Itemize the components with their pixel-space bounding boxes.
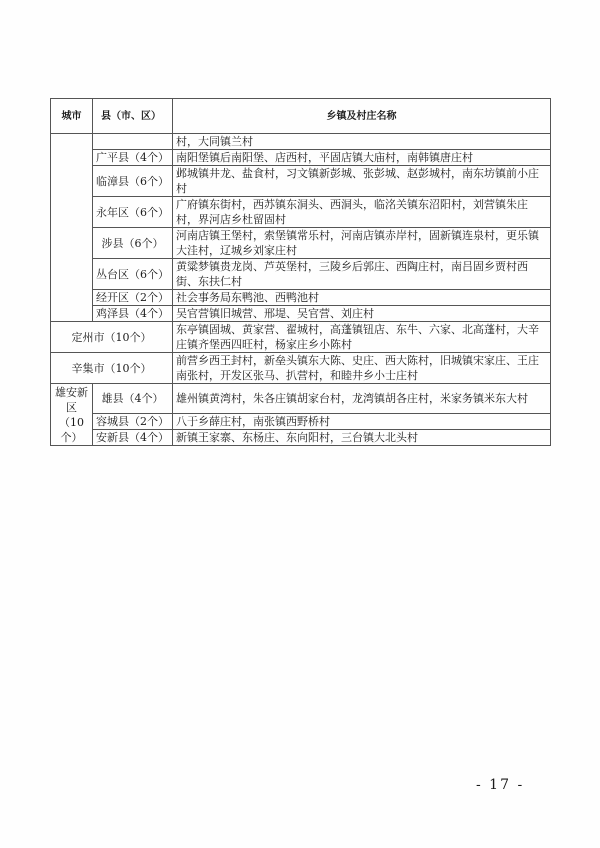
villages-cell: 广府镇东街村，西苏镇东洞头、西洞头，临洺关镇东沼阳村，刘营镇朱庄村，界河店乡杜留固村 (173, 197, 551, 228)
city-cell-xiongan: 雄安新区（10个） (51, 384, 93, 446)
villages-cell: 黄粱梦镇贵龙岗、芦英堡村，三陵乡后郭庄、西陶庄村，南吕固乡贾村西街、东扶仁村 (173, 259, 551, 290)
villages-cell: 社会事务局东鸭池、西鸭池村 (173, 290, 551, 306)
table-row (51, 228, 551, 259)
table-row (51, 306, 551, 322)
county-cell: 临漳县（6个） (93, 166, 173, 197)
table-row (51, 430, 551, 446)
table-row (51, 259, 551, 290)
villages-cell: 八于乡薛庄村，南张镇西野桥村 (173, 414, 551, 430)
city-cell-continued (51, 134, 93, 322)
county-cell: 容城县（2个） (93, 414, 173, 430)
table-row (51, 414, 551, 430)
villages-cell: 新镇王家寨、东杨庄、东向阳村，三台镇大北头村 (173, 430, 551, 446)
county-cell: 永年区（6个） (93, 197, 173, 228)
villages-cell: 南阳堡镇后南阳堡、店西村，平固店镇大庙村，南韩镇唐庄村 (173, 150, 551, 166)
page-number: - 17 - (476, 777, 525, 793)
header-villages: 乡镇及村庄名称 (173, 99, 551, 134)
county-cell: 安新县（4个） (93, 430, 173, 446)
villages-cell: 吴官营镇旧城营、邢堤、吴官营、刘庄村 (173, 306, 551, 322)
table-row-xinji (51, 353, 551, 384)
villages-cell: 邺城镇井龙、盐食村，习文镇新彭城、张彭城、赵彭城村，南东坊镇前小庄村 (173, 166, 551, 197)
table-row-dingzhou (51, 322, 551, 353)
table-row (51, 166, 551, 197)
header-county: 县（市、区） (93, 99, 173, 134)
county-cell: 鸡泽县（4个） (93, 306, 173, 322)
table-header-row (51, 99, 551, 134)
county-cell: 雄县（4个） (93, 384, 173, 414)
villages-cell: 河南店镇王堡村，索堡镇常乐村，河南店镇赤岸村，固新镇连泉村，更乐镇大洼村，辽城乡刘家庄村 (173, 228, 551, 259)
county-cell: 广平县（4个） (93, 150, 173, 166)
header-city: 城市 (51, 99, 93, 134)
villages-cell: 前营乡西王封村，新垒头镇东大陈、史庄、西大陈村，旧城镇宋家庄、王庄南张村，开发区张马、扒营村，和睦井乡小士庄村 (173, 353, 551, 384)
city-cell-xinji: 辛集市（10个） (51, 353, 173, 384)
villages-cell: 雄州镇黄湾村，朱各庄镇胡家台村，龙湾镇胡各庄村，米家务镇米东大村 (173, 384, 551, 414)
county-cell: 经开区（2个） (93, 290, 173, 306)
table-row (51, 290, 551, 306)
county-cell (93, 134, 173, 150)
table-row (51, 197, 551, 228)
table-row (51, 150, 551, 166)
table-row (51, 134, 551, 150)
villages-cell: 东亭镇固城、黄家营、翟城村，高蓬镇钮店、东牛、六家、北高蓬村，大辛庄镇齐堡西四旺村，杨家庄乡小陈村 (173, 322, 551, 353)
county-cell: 丛台区（6个） (93, 259, 173, 290)
county-cell: 涉县（6个） (93, 228, 173, 259)
table-row (51, 384, 551, 414)
villages-cell: 村，大同镇兰村 (173, 134, 551, 150)
village-list-table (50, 98, 551, 446)
city-cell-dingzhou: 定州市（10个） (51, 322, 173, 353)
